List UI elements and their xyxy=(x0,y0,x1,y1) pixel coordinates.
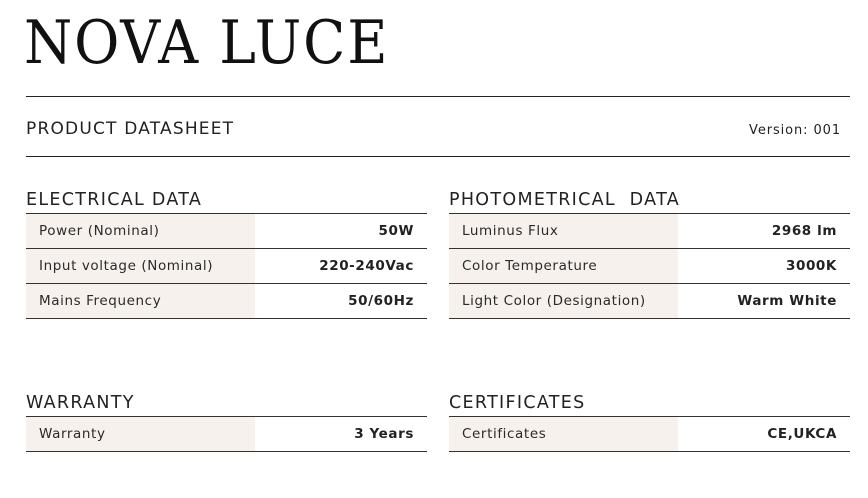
row-label: Light Color (Designation) xyxy=(449,284,678,318)
version-label: Version: xyxy=(749,123,809,138)
photometrical-data-section xyxy=(449,187,850,319)
table-row xyxy=(26,249,427,284)
table-row xyxy=(449,417,850,452)
version-info xyxy=(749,123,841,138)
row-value: 50W xyxy=(378,223,414,239)
header-divider-bottom xyxy=(26,156,850,157)
row-value: 3000K xyxy=(785,258,837,274)
row-label: Input voltage (Nominal) xyxy=(26,249,255,283)
table-row xyxy=(449,284,850,319)
brand-logo: NOVA LUCE xyxy=(24,8,390,78)
section-title: CERTIFICATES xyxy=(449,390,850,417)
row-value: 50/60Hz xyxy=(348,293,414,309)
row-label: Luminus Flux xyxy=(449,214,678,248)
row-label: Certificates xyxy=(449,417,678,451)
row-value: 2968 lm xyxy=(771,223,837,239)
row-value: 220-240Vac xyxy=(319,258,414,274)
table-row xyxy=(449,249,850,284)
table-row xyxy=(26,417,427,452)
row-label: Color Temperature xyxy=(449,249,678,283)
row-label: Mains Frequency xyxy=(26,284,255,318)
section-title: PHOTOMETRICAL DATA xyxy=(449,187,850,214)
table-row xyxy=(26,284,427,319)
document-title: PRODUCT DATASHEET xyxy=(26,119,235,139)
table-row xyxy=(26,214,427,249)
electrical-data-section xyxy=(26,187,427,319)
warranty-section xyxy=(26,390,427,452)
row-value: CE,UKCA xyxy=(767,426,837,442)
row-value: 3 Years xyxy=(354,426,414,442)
version-value: 001 xyxy=(813,123,841,138)
section-title: WARRANTY xyxy=(26,390,427,417)
row-label: Power (Nominal) xyxy=(26,214,255,248)
row-value: Warm White xyxy=(737,293,837,309)
row-label: Warranty xyxy=(26,417,255,451)
table-row xyxy=(449,214,850,249)
certificates-section xyxy=(449,390,850,452)
section-title: ELECTRICAL DATA xyxy=(26,187,427,214)
header-divider-top xyxy=(26,96,850,97)
